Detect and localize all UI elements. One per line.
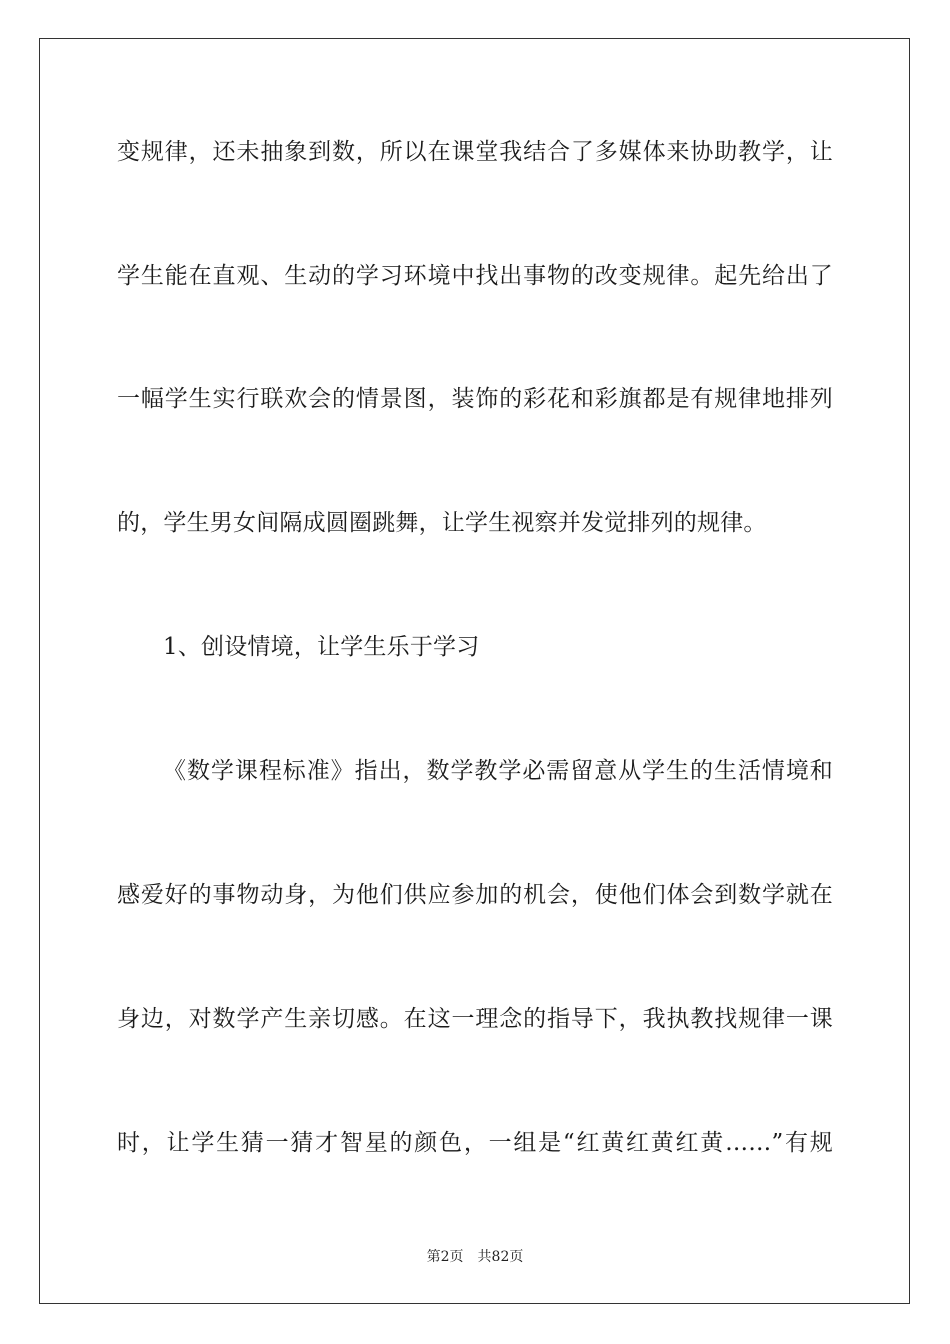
paragraph-line: 感爱好的事物动身，为他们供应参加的机会，使他们体会到数学就在 <box>117 882 833 908</box>
paragraph-line: 变规律，还未抽象到数，所以在课堂我结合了多媒体来协助教学，让 <box>117 139 833 165</box>
paragraph-line: 身边，对数学产生亲切感。在这一理念的指导下，我执教找规律一课 <box>117 1006 833 1032</box>
paragraph-line: 时，让学生猜一猜才智星的颜色，一组是“红黄红黄红黄……”有规 <box>117 1130 833 1156</box>
section-heading: 1、创设情境，让学生乐于学习 <box>163 634 480 660</box>
page-number: 第2页 <box>426 1249 464 1265</box>
page-frame <box>39 38 910 1304</box>
paragraph-line: 《数学课程标准》指出，数学教学必需留意从学生的生活情境和 <box>163 758 833 784</box>
paragraph-line: 学生能在直观、生动的学习环境中找出事物的改变规律。起先给出了 <box>117 263 833 289</box>
page-total: 共82页 <box>477 1249 524 1265</box>
paragraph-line: 的，学生男女间隔成圆圈跳舞，让学生视察并发觉排列的规律。 <box>117 510 767 536</box>
page-footer <box>0 1248 950 1266</box>
paragraph-line: 一幅学生实行联欢会的情景图，装饰的彩花和彩旗都是有规律地排列 <box>117 386 833 412</box>
